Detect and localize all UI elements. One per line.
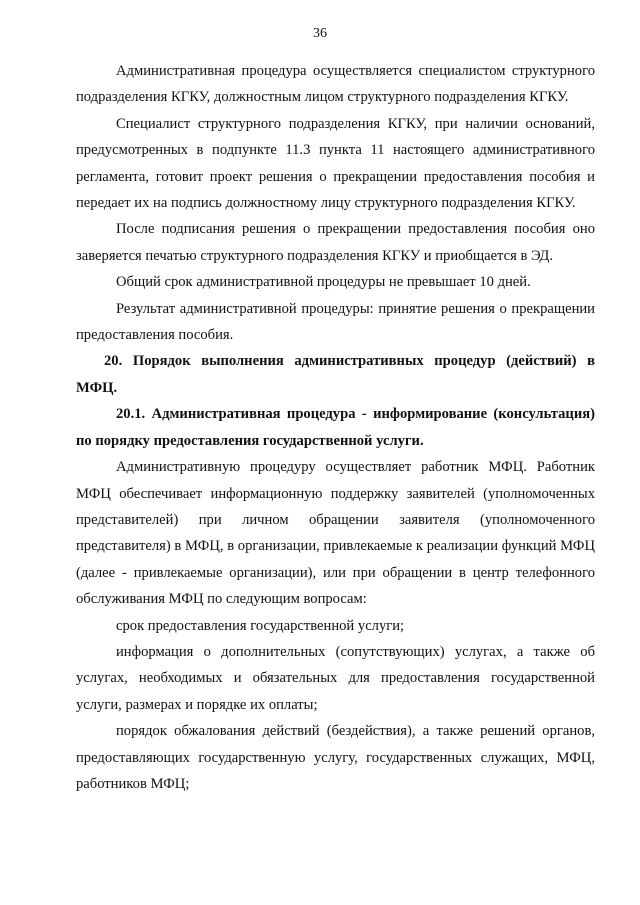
paragraph-performer: Административная процедура осуществляется специалистом структурного подразделения КГКУ, должностным лицом структурного подразделения КГКУ. [76,63,595,106]
subsection-heading: 20.1. Административная процедура - информирование (консультация) по порядку предоставления государственной услуги. [76,406,595,449]
paragraph-after-signing: После подписания решения о прекращении предоставления пособия оно заверяется печатью структурного подразделения КГКУ и приобщается в ЭД. [76,221,595,264]
section-heading: 20. Порядок выполнения административных процедур (действий) в МФЦ. [76,353,595,396]
page-number: 36 [313,26,327,41]
list-item-additional-services: информация о дополнительных (сопутствующих) услугах, а также об услугах, необходимых и обязательных для предоставления государственной услуги, размерах и порядке их оплаты; [76,643,595,713]
document-body [76,58,595,797]
paragraph-specialist: Специалист структурного подразделения КГКУ, при наличии оснований, предусмотренных в подпункте 11.3 пункта 11 настоящего административного регламента, готовит проект решения о прекращении предоставления пособия и передает их на подпись должностному лицу структурного подразделения КГКУ. [76,115,595,212]
paragraph-result: Результат административной процедуры: принятие решения о прекращении предоставления пособия. [76,300,595,344]
paragraph-mfc-worker: Административную процедуру осуществляет работник МФЦ. Работник МФЦ обеспечивает информационную поддержку заявителей (уполномоченных представителей) при личном обращении заявителя (уполномоченного представителя) в МФЦ, в организации, привлекаемые к реализации функций МФЦ (далее - привлекаемые организации), или при обращении в центр телефонного обслуживания МФЦ по следующим вопросам: [76,459,595,608]
list-item-term: срок предоставления государственной услуги; [116,617,405,634]
paragraph-total-term: Общий срок административной процедуры не превышает 10 дней. [116,274,531,291]
list-item-appeal-procedure: порядок обжалования действий (бездействия), а также решений органов, предоставляющих государственную услугу, государственных служащих, МФЦ, работников МФЦ; [76,723,595,792]
